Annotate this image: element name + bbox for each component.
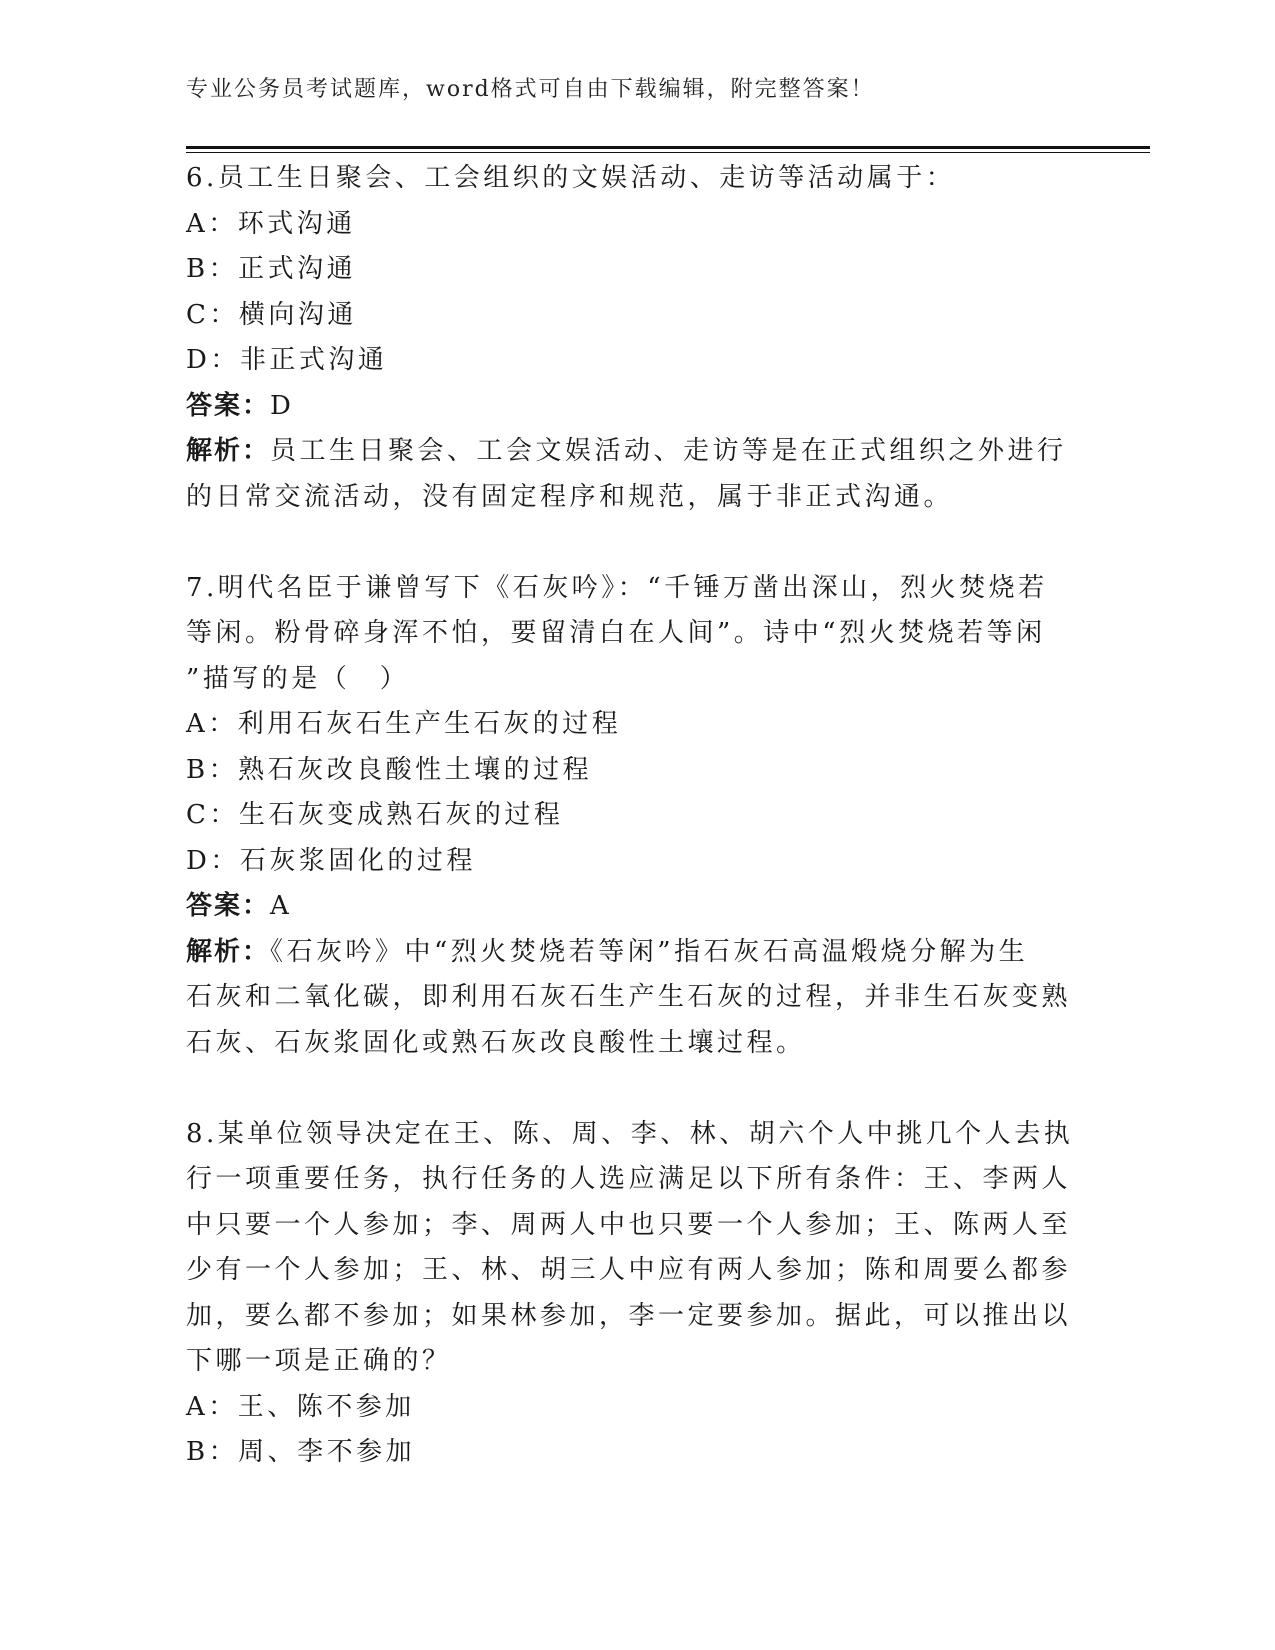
header-rule xyxy=(186,146,1150,149)
question-stem: 少有一个人参加；王、林、胡三人中应有两人参加；陈和周要么都参 xyxy=(186,1255,1072,1285)
option-c: C：横向沟通 xyxy=(186,299,357,330)
analysis-text: 《石灰吟》中“烈火焚烧若等闲”指石灰石高温煅烧分解为生 xyxy=(270,936,1029,967)
analysis-line-3: 石灰、石灰浆固化或熟石灰改良酸性土壤过程。 xyxy=(186,1027,806,1058)
spacer xyxy=(186,520,1066,566)
option-b: B：周、李不参加 xyxy=(186,1437,416,1467)
question-stem: 7.明代名臣于谦曾写下《石灰吟》：“千锤万凿出深山，烈火焚烧若 xyxy=(186,572,1048,603)
question-stem: ”描写的是（ ） xyxy=(186,663,410,694)
question-7 xyxy=(186,566,1072,1067)
answer-value: D xyxy=(270,390,295,421)
option-d: D：石灰浆固化的过程 xyxy=(186,845,476,876)
option-a: A：王、陈不参加 xyxy=(186,1391,415,1422)
question-stem: 中只要一个人参加；李、周两人中也只要一个人参加；王、陈两人至 xyxy=(186,1209,1072,1240)
question-stem: 行一项重要任务，执行任务的人选应满足以下所有条件：王、李两人 xyxy=(186,1164,1072,1194)
spacer xyxy=(186,1066,1066,1112)
question-stem: 加，要么都不参加；如果林参加，李一定要参加。据此，可以推出以 xyxy=(186,1300,1072,1331)
answer-line xyxy=(186,384,1066,430)
question-stem: 下哪一项是正确的？ xyxy=(186,1346,452,1376)
page-header: 专业公务员考试题库，word格式可自由下载编辑，附完整答案！ xyxy=(186,77,875,102)
analysis-line-1 xyxy=(186,429,1066,475)
answer-label: 答案： xyxy=(186,390,271,421)
document-body xyxy=(186,156,1074,1476)
analysis-line-1 xyxy=(186,930,1066,976)
analysis-label: 解析： xyxy=(186,936,271,967)
option-a: A：利用石灰石生产生石灰的过程 xyxy=(186,709,622,739)
option-d: D：非正式沟通 xyxy=(186,345,388,375)
question-6 xyxy=(186,156,1066,520)
analysis-text: 员工生日聚会、工会文娱活动、走访等是在正式组织之外进行 xyxy=(270,436,1067,466)
option-b: B：熟石灰改良酸性土壤的过程 xyxy=(186,754,593,785)
analysis-line-2: 石灰和二氧化碳，即利用石灰石生产生石灰的过程，并非生石灰变熟 xyxy=(186,982,1072,1012)
question-stem: 6.员工生日聚会、工会组织的文娱活动、走访等活动属于： xyxy=(186,163,956,193)
question-stem: 等闲。粉骨碎身浑不怕，要留清白在人间”。诗中“烈火焚烧若等闲 xyxy=(186,618,1046,648)
answer-value: A xyxy=(270,891,293,921)
question-stem: 8.某单位领导决定在王、陈、周、李、林、胡六个人中挑几个人去执 xyxy=(186,1118,1074,1149)
option-b: B：正式沟通 xyxy=(186,254,357,284)
answer-line xyxy=(186,884,1066,930)
option-a: A：环式沟通 xyxy=(186,208,356,239)
answer-label: 答案： xyxy=(186,891,271,921)
option-c: C：生石灰变成熟石灰的过程 xyxy=(186,800,564,830)
question-8 xyxy=(186,1112,1074,1476)
analysis-label: 解析： xyxy=(186,436,271,466)
analysis-line-2: 的日常交流活动，没有固定程序和规范，属于非正式沟通。 xyxy=(186,481,954,512)
header-rule-thin xyxy=(186,152,1150,153)
